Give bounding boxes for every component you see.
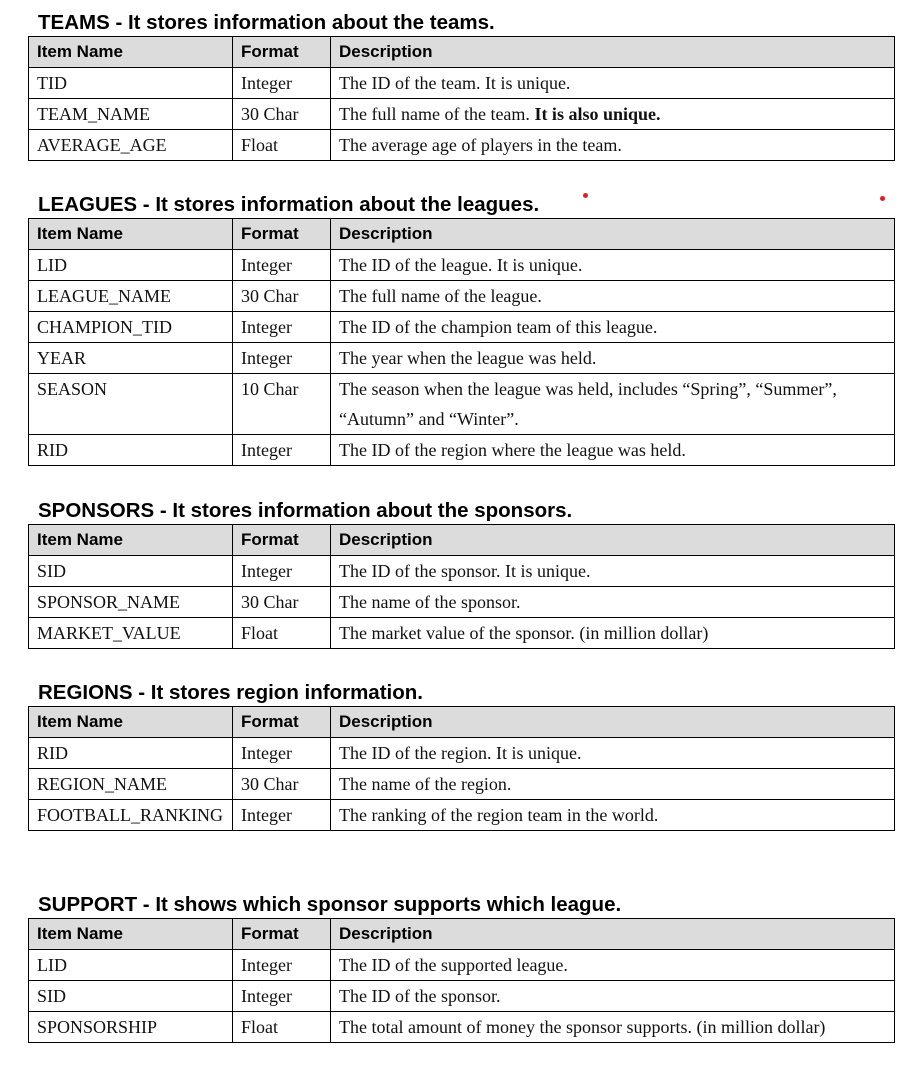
cell-item: YEAR <box>29 343 233 374</box>
data-table <box>28 36 895 161</box>
cell-description: The name of the sponsor. <box>331 587 895 618</box>
header-format: Format <box>233 525 331 556</box>
cell-description: The ID of the sponsor. It is unique. <box>331 556 895 587</box>
cell-description: The ID of the supported league. <box>331 950 895 981</box>
cell-description: The ID of the league. It is unique. <box>331 250 895 281</box>
header-description: Description <box>331 37 895 68</box>
cell-item: TEAM_NAME <box>29 99 233 130</box>
table-header-row <box>29 707 895 738</box>
cell-description: The ID of the sponsor. <box>331 981 895 1012</box>
cell-item: RID <box>29 435 233 466</box>
cell-description: The ID of the region where the league was held. <box>331 435 895 466</box>
cell-format: Float <box>233 618 331 649</box>
cell-item: SEASON <box>29 374 233 435</box>
table-row <box>29 950 895 981</box>
header-item-name: Item Name <box>29 525 233 556</box>
cell-item: LID <box>29 250 233 281</box>
header-description: Description <box>331 219 895 250</box>
header-format: Format <box>233 919 331 950</box>
table-row <box>29 435 895 466</box>
cell-format: Float <box>233 130 331 161</box>
cell-description: The total amount of money the sponsor supports. (in million dollar) <box>331 1012 895 1043</box>
cell-description: The ID of the team. It is unique. <box>331 68 895 99</box>
table-row <box>29 281 895 312</box>
cell-format: 30 Char <box>233 99 331 130</box>
cell-format: Integer <box>233 981 331 1012</box>
table-header-row <box>29 525 895 556</box>
cell-description: The ranking of the region team in the world. <box>331 800 895 831</box>
cell-format: Integer <box>233 312 331 343</box>
table-section-teams <box>28 10 894 161</box>
header-format: Format <box>233 37 331 68</box>
cell-format: Integer <box>233 343 331 374</box>
cell-format: Float <box>233 1012 331 1043</box>
data-table <box>28 524 895 649</box>
cell-format: Integer <box>233 68 331 99</box>
header-description: Description <box>331 525 895 556</box>
cell-description: The season when the league was held, includes “Spring”, “Summer”, “Autumn” and “Winter”. <box>331 374 895 435</box>
cell-item: FOOTBALL_RANKING <box>29 800 233 831</box>
header-item-name: Item Name <box>29 219 233 250</box>
table-row <box>29 130 895 161</box>
cell-format: 10 Char <box>233 374 331 435</box>
table-section-leagues <box>28 192 894 466</box>
table-section-regions <box>28 680 894 831</box>
cell-format: Integer <box>233 435 331 466</box>
cell-description <box>331 99 895 130</box>
cell-item: RID <box>29 738 233 769</box>
cell-item: MARKET_VALUE <box>29 618 233 649</box>
cell-description: The market value of the sponsor. (in million dollar) <box>331 618 895 649</box>
cell-item: SID <box>29 556 233 587</box>
cell-description: The full name of the league. <box>331 281 895 312</box>
table-section-support <box>28 892 894 1043</box>
table-row <box>29 343 895 374</box>
header-description: Description <box>331 707 895 738</box>
section-heading: LEAGUES - It stores information about the leagues. <box>38 193 540 216</box>
cell-description: The year when the league was held. <box>331 343 895 374</box>
cell-item: CHAMPION_TID <box>29 312 233 343</box>
cell-item: LID <box>29 950 233 981</box>
header-format: Format <box>233 707 331 738</box>
section-heading: TEAMS - It stores information about the teams. <box>38 11 495 34</box>
section-heading: SUPPORT - It shows which sponsor supports which league. <box>38 893 622 916</box>
cell-item: SPONSOR_NAME <box>29 587 233 618</box>
table-row <box>29 1012 895 1043</box>
section-heading: SPONSORS - It stores information about the sponsors. <box>38 499 573 522</box>
table-row <box>29 769 895 800</box>
table-row <box>29 800 895 831</box>
cell-format: 30 Char <box>233 769 331 800</box>
table-row <box>29 250 895 281</box>
description-text: The full name of the team. <box>339 104 530 124</box>
cell-description: The ID of the region. It is unique. <box>331 738 895 769</box>
cell-description: The ID of the champion team of this league. <box>331 312 895 343</box>
table-row <box>29 68 895 99</box>
header-item-name: Item Name <box>29 37 233 68</box>
data-table <box>28 218 895 466</box>
data-table <box>28 918 895 1043</box>
cell-item: TID <box>29 68 233 99</box>
cell-description: The average age of players in the team. <box>331 130 895 161</box>
header-format: Format <box>233 219 331 250</box>
table-row <box>29 556 895 587</box>
cell-item: LEAGUE_NAME <box>29 281 233 312</box>
cell-format: Integer <box>233 250 331 281</box>
table-row <box>29 312 895 343</box>
table-section-sponsors <box>28 498 894 649</box>
cell-format: Integer <box>233 800 331 831</box>
cell-item: SPONSORSHIP <box>29 1012 233 1043</box>
cell-format: 30 Char <box>233 587 331 618</box>
cell-description: The name of the region. <box>331 769 895 800</box>
header-item-name: Item Name <box>29 919 233 950</box>
cell-format: 30 Char <box>233 281 331 312</box>
table-row <box>29 587 895 618</box>
cell-format: Integer <box>233 556 331 587</box>
table-row <box>29 738 895 769</box>
cell-item: SID <box>29 981 233 1012</box>
cell-item: REGION_NAME <box>29 769 233 800</box>
section-heading: REGIONS - It stores region information. <box>38 681 423 704</box>
table-header-row <box>29 37 895 68</box>
header-description: Description <box>331 919 895 950</box>
table-row <box>29 618 895 649</box>
header-item-name: Item Name <box>29 707 233 738</box>
cell-format: Integer <box>233 738 331 769</box>
cell-format: Integer <box>233 950 331 981</box>
table-row <box>29 99 895 130</box>
description-bold-text: It is also unique. <box>534 104 661 124</box>
table-header-row <box>29 919 895 950</box>
data-table <box>28 706 895 831</box>
table-row <box>29 981 895 1012</box>
table-row <box>29 374 895 435</box>
table-header-row <box>29 219 895 250</box>
cell-item: AVERAGE_AGE <box>29 130 233 161</box>
